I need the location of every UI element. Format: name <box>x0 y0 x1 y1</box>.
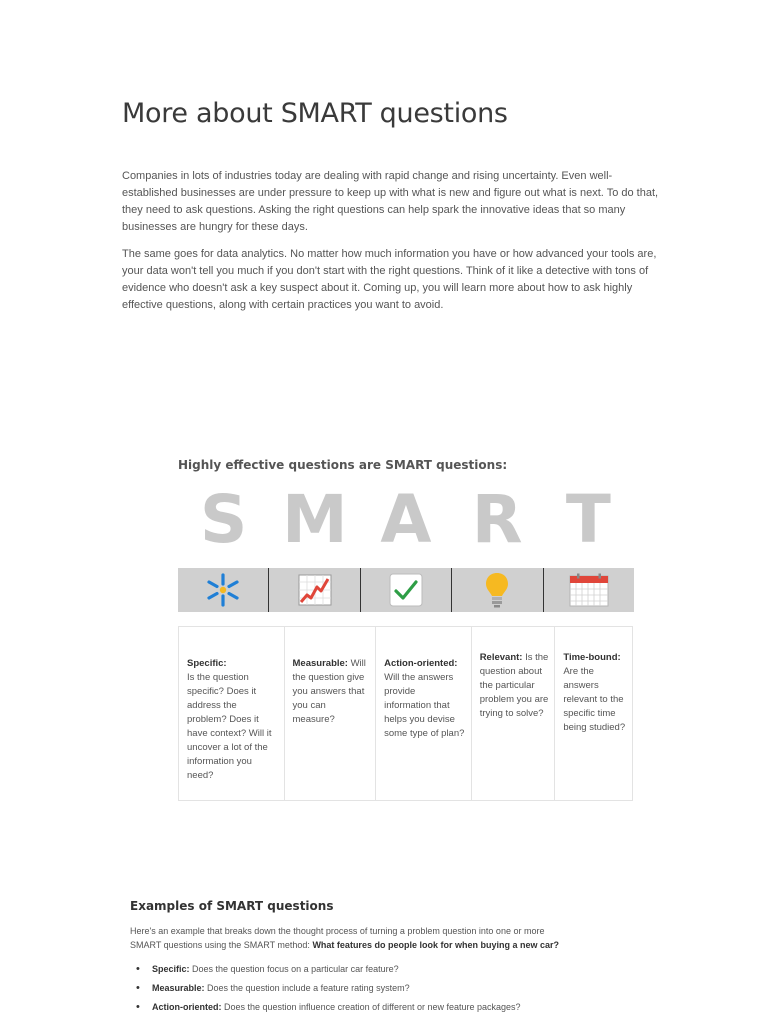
smart-letter-t: T <box>565 480 611 558</box>
definition-text: Is the question specific? Does it address the problem? Does it have context? Will it uncover a lot of the information you need? <box>187 672 272 781</box>
bullet-term: Measurable: <box>152 983 205 993</box>
definition-measurable <box>285 627 377 800</box>
bullet-term: Specific: <box>152 964 190 974</box>
bullet-term: Action-oriented: <box>152 1002 222 1012</box>
smart-letter-a: A <box>380 480 432 558</box>
icon-cell-measurable <box>269 568 360 612</box>
definition-term: Relevant: <box>479 652 523 663</box>
definition-term: Time-bound: <box>563 652 621 663</box>
smart-letters <box>178 478 634 560</box>
icon-cell-relevant <box>452 568 543 612</box>
examples-intro-question: What features do people look for when buying a new car? <box>312 940 559 950</box>
list-item <box>130 1000 630 1019</box>
list-item <box>130 962 630 981</box>
definition-text: Will the answers provide information that helps you devise some type of plan? <box>384 672 465 739</box>
definition-text: Will the question give you answers that you can measure? <box>292 658 366 725</box>
examples-intro-text: Here's an example that breaks down the thought process of turning a problem question into one or more SMART questions using the SMART method: <box>130 926 545 950</box>
intro-paragraph-1: Companies in lots of industries today are dealing with rapid change and rising uncertainty. Even well-established businesses are under pressure to keep up with what is new and figure out what is next. To do that, they need to ask questions. Asking the right questions can help spark the innovative ideas that so many businesses are hungry for these days. <box>122 170 659 233</box>
definition-time-bound <box>555 627 632 800</box>
icon-cell-time <box>544 568 634 612</box>
smart-letter-r: R <box>471 480 523 558</box>
definition-term: Measurable: <box>292 658 348 669</box>
checkmark-icon <box>389 573 423 607</box>
icon-cell-action <box>361 568 452 612</box>
smart-heading: Highly effective questions are SMART questions: <box>178 458 508 472</box>
page-title: More about SMART questions <box>122 98 508 129</box>
examples-intro <box>130 924 570 952</box>
rising-chart-icon <box>298 574 332 606</box>
calendar-icon <box>569 573 609 607</box>
smart-letter-s: S <box>199 480 248 558</box>
smart-letter-m: M <box>281 480 348 558</box>
smart-icon-bar <box>178 568 634 612</box>
definition-term: Action-oriented: <box>384 658 458 669</box>
definition-relevant <box>472 627 556 800</box>
smart-definitions-table <box>178 626 633 801</box>
definition-specific <box>179 627 285 800</box>
bullet-text: Does the question influence creation of different or new feature packages? <box>221 1002 521 1012</box>
bullet-text: Does the question include a feature rating system? <box>204 983 410 993</box>
definition-action-oriented <box>376 627 472 800</box>
intro-paragraph-2: The same goes for data analytics. No matter how much information you have or how advanced your tools are, your data won't tell you much if you don't start with the right questions. Think of it like a detective with tons of evidence who doesn't ask a key suspect about it. Coming up, you will learn more about how to ask highly effective questions, along with certain practices you want to avoid. <box>122 248 657 311</box>
lightbulb-icon <box>484 571 510 609</box>
asterisk-spark-icon <box>205 572 241 608</box>
examples-heading: Examples of SMART questions <box>130 899 334 913</box>
examples-list <box>130 962 630 1019</box>
definition-term: Specific: <box>187 658 227 669</box>
icon-cell-specific <box>178 568 269 612</box>
bullet-text: Does the question focus on a particular car feature? <box>189 964 399 974</box>
list-item <box>130 981 630 1000</box>
definition-text: Is the question about the particular problem you are trying to solve? <box>479 652 549 719</box>
definition-text: Are the answers relevant to the specific time being studied? <box>563 666 626 733</box>
